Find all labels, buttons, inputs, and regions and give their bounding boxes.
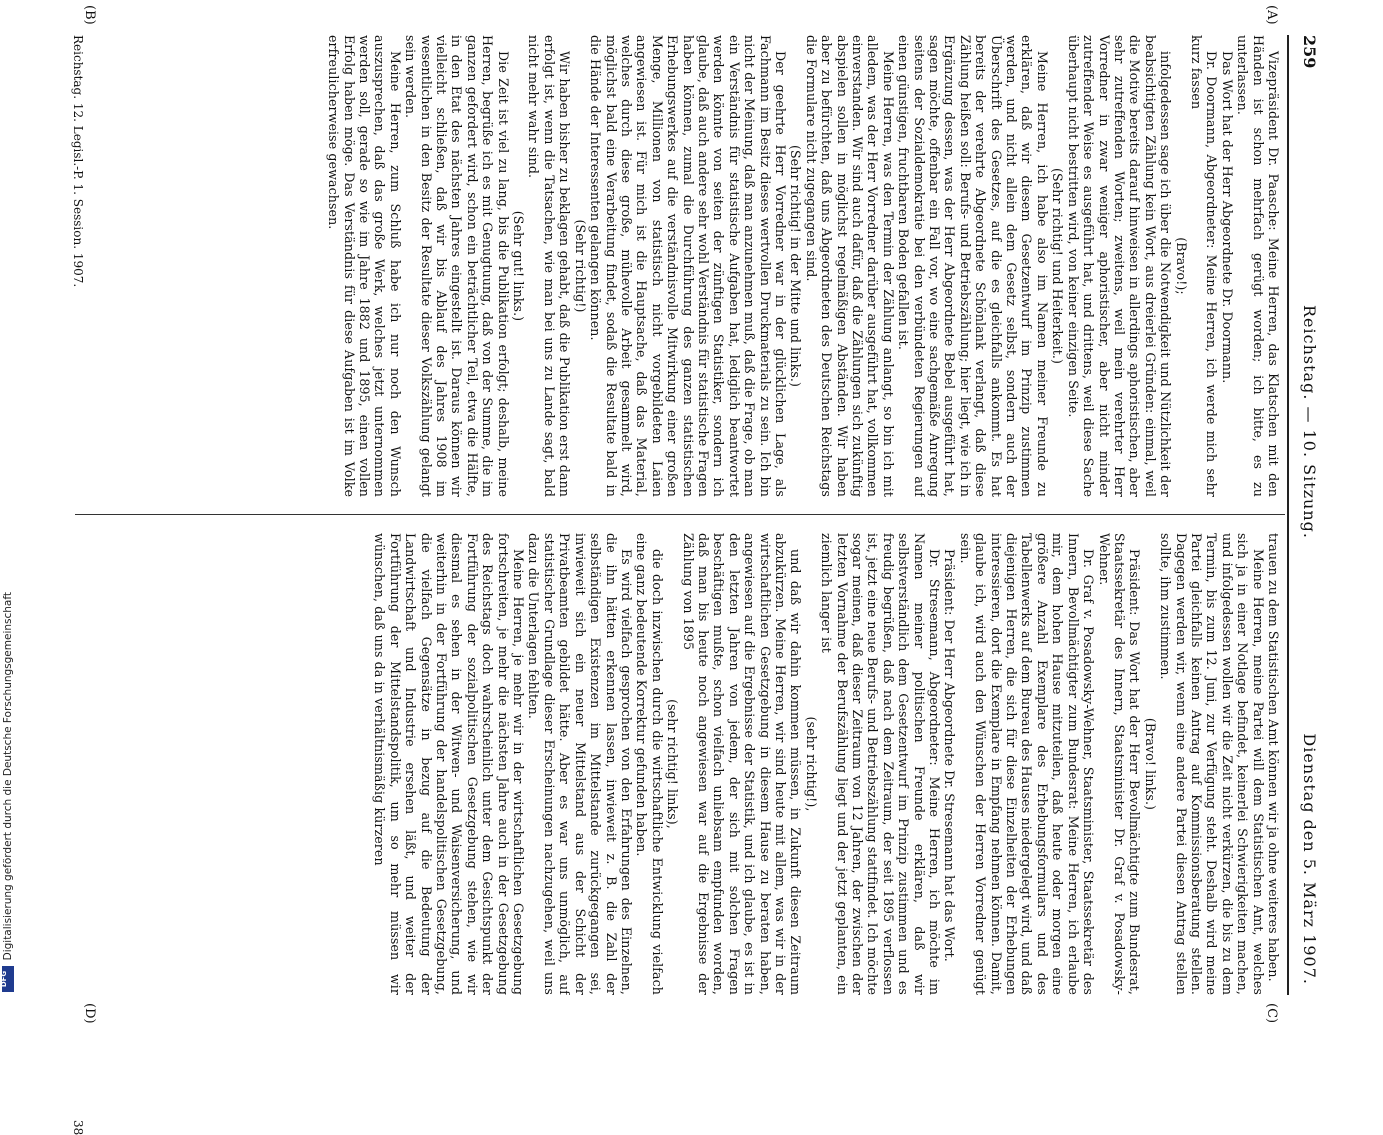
interjection: (Sehr richtig! in der Mitte und links.) bbox=[788, 144, 804, 388]
paragraph: trauen zu dem Statistischen Amt können wir ja ohne weiteres haben. bbox=[1266, 533, 1281, 982]
right-column bbox=[191, 533, 1281, 995]
paragraph: Dr. Doormann, Abgeordneter: Meine Herren, ich werde mich sehr kurz fassen bbox=[1188, 35, 1220, 497]
paragraph: Präsident: Das Wort hat der Herr Bevollmächtigte zum Bundesrat, Staatssekretär des Innern, Staatsminister Dr. Graf v. Posadowsky-Wehner. bbox=[1096, 533, 1143, 995]
page-number: 259 bbox=[1300, 35, 1319, 69]
paragraph: Das Wort hat der Herr Abgeordnete Dr. Doormann. bbox=[1219, 51, 1235, 384]
paragraph: Meine Herren, ich habe also im Namen meiner Freunde zu erklären, daß wir diesem Gesetzentwurf im Prinzip zustimmen werden, und nicht allein dem Gesetz selbst, sondern auch der Überschrift des Gesetzes, auf die es gleichfalls ankommt. Es hat bereits der verehrte Abgeordnete Schönlank verlangt, daß diese Zählung heißen soll: Berufs- und Betriebszählung; hier liegt, wie ich in Ergänzung dessen, was der Herr Abgeordnete Bebel ausgeführt hat, sagen möchte, offenbar ein Fall vor, wo eine sachgemäße Anregung seitens der Sozialdemokratie bei den verbündeten Regierungen auf einen günstigen, fruchtbaren Boden gefallen ist. bbox=[896, 35, 1050, 497]
header-rule bbox=[1287, 35, 1289, 995]
paragraph: die doch inzwischen durch die wirtschaftliche Entwicklung vielfach eine ganz bedeutende Korrektur gefunden haben. bbox=[634, 533, 665, 995]
interjection: (Sehr gut! links.) bbox=[511, 210, 527, 322]
footer-sheet-number: 38 bbox=[71, 1120, 85, 1135]
paragraph: und daß wir dahin kommen müssen, in Zukunft diesen Zeitraum abzukürzen. Meine Herren, wir sind heute mit allem, was wir in der wirtschaftlichen Gesetzgebung in diesem Hause zu beraten haben, angewiesen auf die Ergebnisse der Statistik, und ich glaube, es ist in den letzten Jahren von jedem, der sich mit solchen Fragen beschäftigen mußte, schon vielfach unliebsam empfunden worden, daß man bis heute noch angewiesen war auf die Ergebnisse der Zählung von 1895 bbox=[680, 533, 804, 995]
column-divider bbox=[75, 514, 1285, 515]
paragraph: Es wird vielfach gesprochen von den Erfahrungen des Einzelnen, die ihn hätten erkennen lassen, inwieweit z. B. die Zahl der selbständigen Existenzen im Mittelstande zurückgegangen sei, inwieweit sich ein neuer Mittelstand aus der Schicht der Privatbeamten gebildet hätte. Aber es war uns unmöglich, auf statistischer Grundlage dieser Erscheinungen nachzugehen, weil uns dazu die Unterlagen fehlten. bbox=[526, 533, 634, 995]
paragraph: Präsident: Der Herr Abgeordnete Dr. Stresemann hat das Wort. bbox=[942, 549, 958, 962]
paragraph: Wir haben bisher zu beklagen gehabt, daß die Publikation erst dann erfolgt ist, wenn die Tatsachen, wie man bei uns zu Lande sagt, bald nicht mehr wahr sind. bbox=[526, 35, 573, 497]
margin-marker-c: (C) bbox=[1264, 1003, 1279, 1024]
paragraph: Vizepräsident Dr. Paasche: Meine Herren, das Klatschen mit den Händen ist schon mehrfach gerügt worden; ich bitte, es zu unterlassen. bbox=[1235, 35, 1281, 497]
paragraph: Der geehrte Herr Vorredner war in der glücklichen Lage, als Fachmann im Besitz dieses wertvollen Druckmaterials zu sein. Ich bin nicht der Meinung, daß man anzunehmen muß, daß die Frage, ob man ein Verständnis für statistische Aufgaben hat, lediglich beantwortet werden könnte von seiten der zünftigen Statistiker, sondern ich glaube, daß auch andere sehr wohl Verständnis für statistische Fragen haben können, zumal die Durchführung des ganzen statistischen Erhebungswerkes auf die verständnisvolle Mitwirkung einer großen Menge, Millionen von statistisch nicht vorgebildeten Laien angewiesen ist. Für mich ist die Hauptsache, daß das Material, welches durch diese große, mühevolle Arbeit gesammelt wird, möglichst bald eine Verarbeitung findet, sodaß die Resultate bald in die Hände der Interessenten gelangen können. bbox=[588, 35, 788, 497]
rotated-page bbox=[55, 5, 1325, 1135]
digitization-credit: Digitalisierung gefördert durch die Deutsche Forschungsgemeinschaft bbox=[2, 591, 14, 960]
paragraph: Die Zeit ist viel zu lang, bis die Publikation erfolgt; deshalb, meine Herren, begrüße ich es mit Genugtuung, daß von der Summe, die im ganzen gefordert wird, schon ein beträchtlicher Teil, etwa die Hälfte, in den Etat des nächsten Jahres eingestellt ist. Daraus können wir vielleicht schließen, daß wir bis Ablauf des Jahres 1908 im wesentlichen in den Besitz der Resultate dieser Volkszählung gelangt sein werden. bbox=[403, 35, 511, 497]
footer-session: Reichstag. 12. Legisl.-P. 1. Session. 1907. bbox=[71, 35, 85, 288]
paragraph: Meine Herren, meine Partei will dem Statistischen Amt, welches sich ja in einer Notlage befindet, keinerlei Schwierigkeiten machen, und infolgedessen wollen wir die Zeit nicht verkürzen, die bis zu dem Termin, bis zum 12. Juni, zur Verfügung steht. Deshalb wird meine Partei gleichfalls keinen Antrag auf Kommissionsberatung stellen. Dagegen werden wir, wenn eine andere Partei diesen Antrag stellen sollte, ihm zustimmen. bbox=[1158, 533, 1266, 995]
left-column bbox=[191, 35, 1281, 497]
margin-marker-a: (A) bbox=[1264, 5, 1279, 25]
paragraph: Meine Herren, was den Termin der Zählung anlangt, so bin ich mit alledem, was der Herr Vorredner darüber ausgeführt hat, vollkommen einverstanden. Wir sind auch dafür, daß die Zählungen sich zukünftig abspielen sollen in möglichst regelmäßigen Abständen. Wir haben aber zu befürchten, daß uns Abgeordneten des Deutschen Reichstags die Formulare nicht zugegangen sind. bbox=[803, 35, 896, 497]
interjection: (Sehr richtig! und Heiterkeit.) bbox=[1050, 167, 1066, 365]
margin-marker-b: (B) bbox=[82, 5, 97, 25]
interjection: (Sehr richtig!) bbox=[572, 219, 588, 313]
header-right-title: Dienstag den 5. März 1907. bbox=[1300, 733, 1319, 985]
dfg-logo-icon: DFG bbox=[2, 966, 14, 992]
paragraph: Meine Herren, je mehr wir in der wirtschaftlichen Gesetzgebung fortschreiten, je mehr die nächsten Jahre auch in der Gesetzgebung des Reichstags doch wahrscheinlich unter dem Gesichtspunkt der Fortführung der sozialpolitischen Gesetzgebung stehen, wie wir diesmal es sehen in der Witwen- und Waisenversicherung, und weiterhin in der Fortführung der handelspolitischen Gesetzgebung, die vielfach Gegensätze in bezug auf die Bedeutung der Landwirtschaft und Industrie ersehen läßt, und weiter der Fortführung der Mittelstandspolitik, um so mehr müssen wir wünschen, daß uns da in verhältnismäßig kürzeren bbox=[372, 533, 527, 995]
paragraph: infolgedessen sage ich über die Notwendigkeit und Nützlichkeit der beabsichtigten Zählung kein Wort, aus dreierlei Gründen: einmal, weil die Motive bereits darauf hinweisen in allerdings aphoristischen, aber sehr zutreffenden Worten; zweitens, weil mein verehrter Herr Vorredner in zwar weniger aphoristischer, aber nicht minder zutreffender Weise es ausgeführt hat, und drittens, weil diese Sache überhaupt nicht bestritten wird, von keiner einzigen Seite. bbox=[1065, 35, 1174, 497]
paragraph: Dr. Graf v. Posadowsky-Wehner, Staatsminister, Staatssekretär des Innern, Bevollmächtigter zum Bundesrat: Meine Herren, ich erlaube mir, dem hohen Hause mitzuteilen, daß heute oder morgen eine größere Anzahl Exemplare des Erhebungsformulars und des Tabellenwerks auf dem Bureau des Hauses niedergelegt wird, und daß diejenigen Herren, die sich für diese Einzelheiten der Erhebungen interessieren, dort die Exemplare in Empfang nehmen können. Damit, glaube ich, wird auch den Wünschen der Herren Vorredner genügt sein. bbox=[957, 533, 1097, 995]
margin-marker-d: (D) bbox=[82, 1003, 97, 1024]
paragraph: Dr. Stresemann, Abgeordneter: Meine Herren, ich möchte im Namen meiner politischen Freunde erklären, daß wir selbstverständlich dem Gesetzentwurf im Prinzip zustimmen und es freudig begrüßen, daß nach dem Zeitraum, der seit 1895 verflossen ist, jetzt eine neue Berufs- und Betriebszählung stattfindet. Ich möchte sogar meinen, daß dieser Zeitraum von 12 Jahren, der zwischen der letzten Vornahme der Berufszählung liegt und der jetzt geplanten, ein ziemlich langer ist bbox=[819, 533, 943, 995]
interjection: (Bravo! links.) bbox=[1142, 717, 1158, 811]
header-left-title: Reichstag. — 10. Sitzung. bbox=[1300, 305, 1319, 539]
paragraph: Meine Herren, zum Schluß habe ich nur noch den Wunsch auszusprechen, daß das große Werk, welches jetzt unternommen werden soll, gerade so wie im Jahre 1882 und 1895, einen vollen Erfolg haben möge. Das Verständnis für diese Aufgaben ist im Volke erfreulicherweise gewachsen. bbox=[326, 35, 403, 497]
interjection: (sehr richtig! links), bbox=[665, 699, 681, 829]
running-header bbox=[1291, 35, 1325, 995]
interjection: (sehr richtig!), bbox=[803, 716, 819, 812]
interjection: (Bravo!); bbox=[1173, 237, 1189, 295]
page-footer bbox=[71, 35, 85, 1135]
